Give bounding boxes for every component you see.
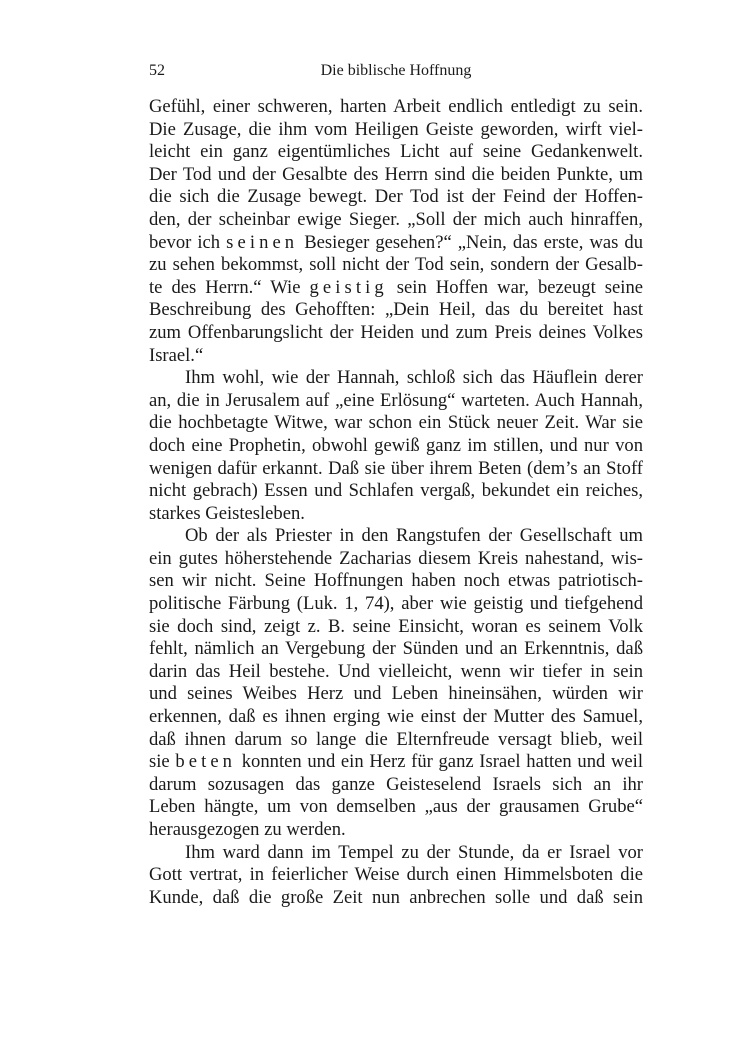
spaced-emphasis: beten xyxy=(175,751,237,773)
text-segment: zu sehen bekommst, soll nicht der Tod sein, sondern der Gesalb- xyxy=(149,254,643,276)
text-line xyxy=(149,661,643,684)
paragraph xyxy=(149,842,643,910)
text-line xyxy=(149,164,643,187)
text-line xyxy=(149,774,643,797)
text-segment: bevor ich xyxy=(149,231,227,253)
text-segment: Die Zusage, die ihm vom Heiligen Geiste geworden, wirft viel- xyxy=(149,118,643,140)
text-line xyxy=(149,209,643,232)
text-line xyxy=(149,141,643,164)
text-segment: Der Tod und der Gesalbte des Herrn sind die beiden Punkte, um xyxy=(149,163,643,185)
text-segment: nicht gebrach) Essen und Schlafen vergaß, bekundet ein reiches, xyxy=(149,480,643,502)
text-line xyxy=(149,525,643,548)
body-text xyxy=(149,96,643,909)
text-line xyxy=(149,819,643,842)
running-head xyxy=(149,61,643,81)
text-segment: fehlt, nämlich an Vergebung der Sünden und an Erkenntnis, daß xyxy=(149,638,643,660)
text-segment: Besieger gesehen?“ „Nein, das erste, was du xyxy=(298,231,643,253)
text-line xyxy=(149,322,643,345)
running-title: Die biblische Hoffnung xyxy=(320,62,472,79)
text-line xyxy=(149,390,643,413)
text-line xyxy=(149,277,643,300)
paragraph xyxy=(149,367,643,525)
page-number: 52 xyxy=(149,62,165,79)
text-line xyxy=(149,683,643,706)
text-segment: sie xyxy=(149,751,176,773)
text-line xyxy=(149,96,643,119)
text-line xyxy=(149,548,643,571)
text-segment: konnten und ein Herz für ganz Israel hatten und weil xyxy=(236,751,643,773)
text-line xyxy=(149,796,643,819)
spaced-emphasis: seinen xyxy=(226,231,299,253)
text-segment: ein gutes höherstehende Zacharias diesem Kreis nahestand, wis- xyxy=(149,547,643,569)
text-segment: wenigen dafür erkannt. Daß sie über ihrem Beten (dem’s an Stoff xyxy=(149,457,643,479)
text-segment: erkennen, daß es ihnen erging wie einst der Mutter des Samuel, xyxy=(149,706,643,728)
text-line xyxy=(149,638,643,661)
text-segment: Ihm ward dann im Tempel zu der Stunde, da er Israel vor xyxy=(185,841,643,863)
text-segment: Kunde, daß die große Zeit nun anbrechen solle und daß sein xyxy=(149,886,643,908)
text-line xyxy=(149,299,643,322)
text-segment: darum sozusagen das ganze Geisteselend Israels sich an ihr xyxy=(149,773,643,795)
text-line xyxy=(149,593,643,616)
text-segment: politische Färbung (Luk. 1, 74), aber wie geistig und tiefgehend xyxy=(149,593,643,615)
text-segment: zum Offenbarungslicht der Heiden und zum Preis deines Volkes xyxy=(149,321,643,343)
text-segment: den, der scheinbar ewige Sieger. „Soll der mich auch hinraffen, xyxy=(149,208,643,230)
text-line xyxy=(149,706,643,729)
text-segment: starkes Geistesleben. xyxy=(149,502,305,524)
text-line xyxy=(149,480,643,503)
text-line xyxy=(149,616,643,639)
text-line xyxy=(149,412,643,435)
text-segment: leicht ein ganz eigentümliches Licht auf seine Gedankenwelt. xyxy=(149,141,643,163)
text-segment: daß ihnen darum so lange die Elternfreude versagt blieb, weil xyxy=(149,728,643,750)
text-segment: die hochbetagte Witwe, war schon ein Stück neuer Zeit. War sie xyxy=(149,412,643,434)
text-line xyxy=(149,435,643,458)
text-line xyxy=(149,729,643,752)
text-line xyxy=(149,864,643,887)
text-line xyxy=(149,503,643,526)
text-segment: Gott vertrat, in feierlicher Weise durch einen Himmelsboten die xyxy=(149,864,643,886)
text-line xyxy=(149,254,643,277)
text-segment: sein Hoffen war, bezeugt seine xyxy=(387,276,644,298)
text-line xyxy=(149,458,643,481)
text-segment: te des Herrn.“ Wie xyxy=(149,276,310,298)
paragraph xyxy=(149,525,643,841)
paragraph xyxy=(149,96,643,367)
text-line xyxy=(149,887,643,910)
text-line xyxy=(149,186,643,209)
text-line xyxy=(149,232,643,255)
text-segment: sen wir nicht. Seine Hoffnungen haben noch etwas patriotisch- xyxy=(149,570,643,592)
text-segment: Ihm wohl, wie der Hannah, schloß sich das Häuflein derer xyxy=(185,367,643,389)
text-line xyxy=(149,842,643,865)
spaced-emphasis: geistig xyxy=(309,276,388,298)
text-segment: herausgezogen zu werden. xyxy=(149,819,346,840)
text-segment: sie doch sind, zeigt z. B. seine Einsicht, woran es seinem Volk xyxy=(149,615,643,637)
text-segment: Ob der als Priester in den Rangstufen der Gesellschaft um xyxy=(185,525,643,547)
text-segment: an, die in Jerusalem auf „eine Erlösung“ warteten. Auch Hannah, xyxy=(149,389,643,411)
text-line xyxy=(149,345,643,368)
text-segment: Gefühl, einer schweren, harten Arbeit endlich entledigt zu sein. xyxy=(149,96,643,117)
text-line xyxy=(149,119,643,142)
text-segment: doch eine Prophetin, obwohl gewiß ganz im stillen, und nur von xyxy=(149,434,643,456)
text-line xyxy=(149,570,643,593)
text-segment: darin das Heil bestehe. Und vielleicht, wenn wir tiefer in sein xyxy=(149,660,643,682)
text-line xyxy=(149,367,643,390)
text-segment: Beschreibung des Gehofften: „Dein Heil, das du bereitet hast xyxy=(149,299,643,321)
text-segment: Leben hängte, um von demselben „aus der grausamen Grube“ xyxy=(149,796,643,818)
text-line xyxy=(149,751,643,774)
text-segment: und seines Weibes Herz und Leben hineinsähen, würden wir xyxy=(149,683,643,705)
text-segment: die sich die Zusage bewegt. Der Tod ist der Feind der Hoffen- xyxy=(149,186,643,208)
text-segment: Israel.“ xyxy=(149,344,204,366)
